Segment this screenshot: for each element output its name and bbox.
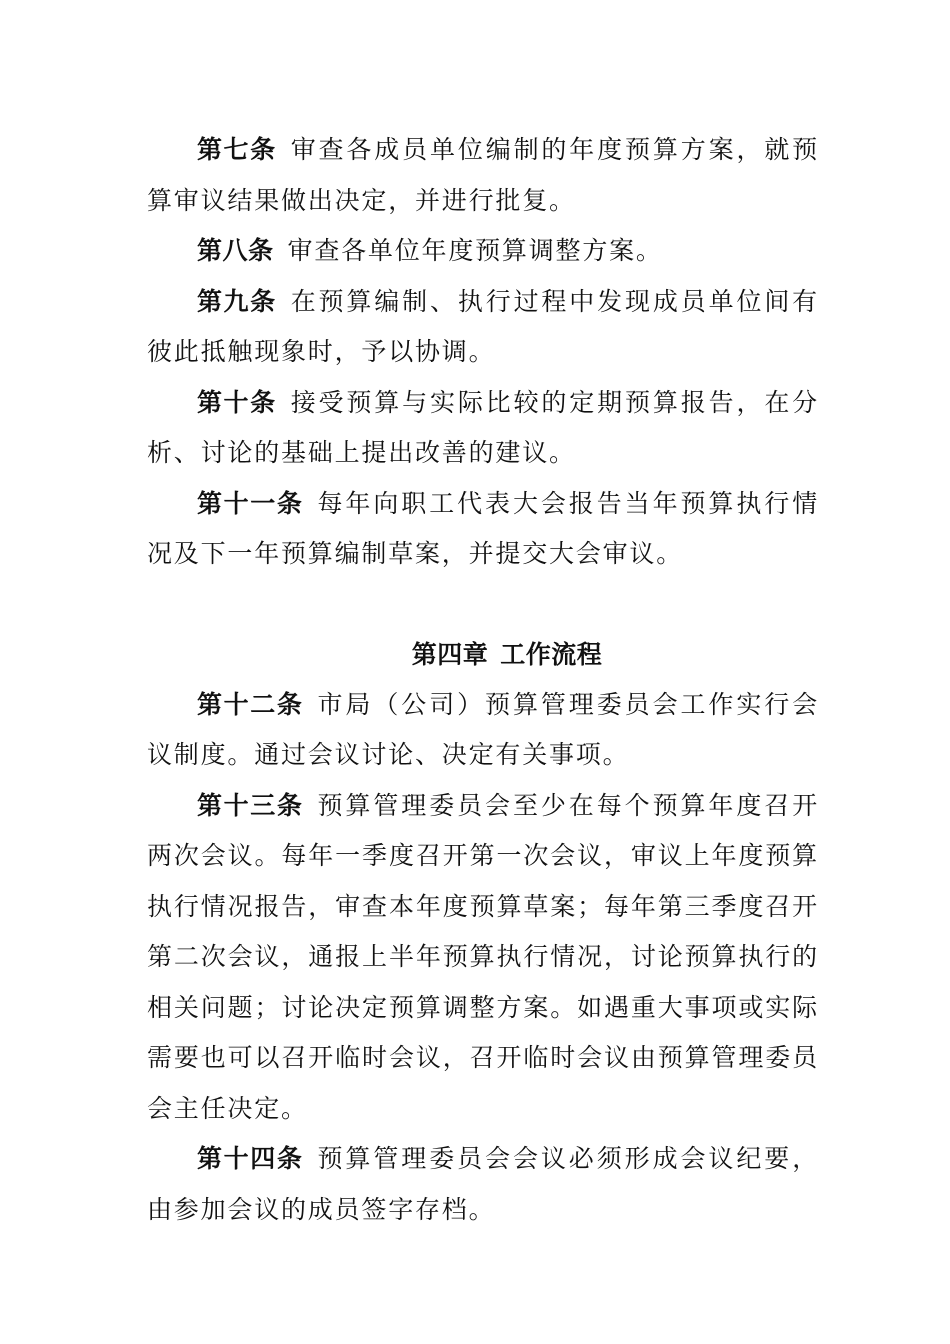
article-11 [147,479,819,580]
article-9 [147,277,819,378]
article-text: 预算管理委员会至少在每个预算年度召开两次会议。每年一季度召开第一次会议，审议上年度预算执行情况报告，审查本年度预算草案；每年第三季度召开第二次会议，通报上半年预算执行情况，讨论预算执行的相关问题；讨论决定预算调整方案。如遇重大事项或实际需要也可以召开临时会议，召开临时会议由预算管理委员会主任决定。 [147,790,819,1123]
article-8 [147,226,819,277]
article-text: 接受预算与实际比较的定期预算报告，在分析、讨论的基础上提出改善的建议。 [147,387,819,467]
article-text: 在预算编制、执行过程中发现成员单位间有彼此抵触现象时，予以协调。 [147,286,819,366]
chapter-number: 第四章 [411,639,489,669]
article-12 [147,680,819,781]
article-14 [147,1134,819,1235]
article-number: 第十一条 [197,488,304,518]
article-7 [147,125,819,226]
article-number: 第十条 [197,387,277,417]
article-text: 审查各成员单位编制的年度预算方案，就预算审议结果做出决定，并进行批复。 [147,135,819,215]
article-number: 第十四条 [197,1144,304,1173]
article-number: 第十二条 [197,689,304,719]
article-text: 每年向职工代表大会报告当年预算执行情况及下一年预算编制草案，并提交大会审议。 [147,488,819,568]
article-number: 第八条 [197,236,274,265]
document-body [147,125,819,1235]
chapter-heading [147,630,819,680]
article-10 [147,378,819,479]
article-text: 审查各单位年度预算调整方案。 [287,236,663,265]
chapter-title: 工作流程 [500,639,603,669]
article-text: 预算管理委员会会议必须形成会议纪要，由参加会议的成员签字存档。 [147,1144,819,1224]
article-number: 第七条 [197,135,277,164]
article-number: 第十三条 [197,790,304,820]
article-13 [147,781,819,1135]
article-number: 第九条 [197,286,277,316]
article-text: 市局（公司）预算管理委员会工作实行会议制度。通过会议讨论、决定有关事项。 [147,689,819,769]
